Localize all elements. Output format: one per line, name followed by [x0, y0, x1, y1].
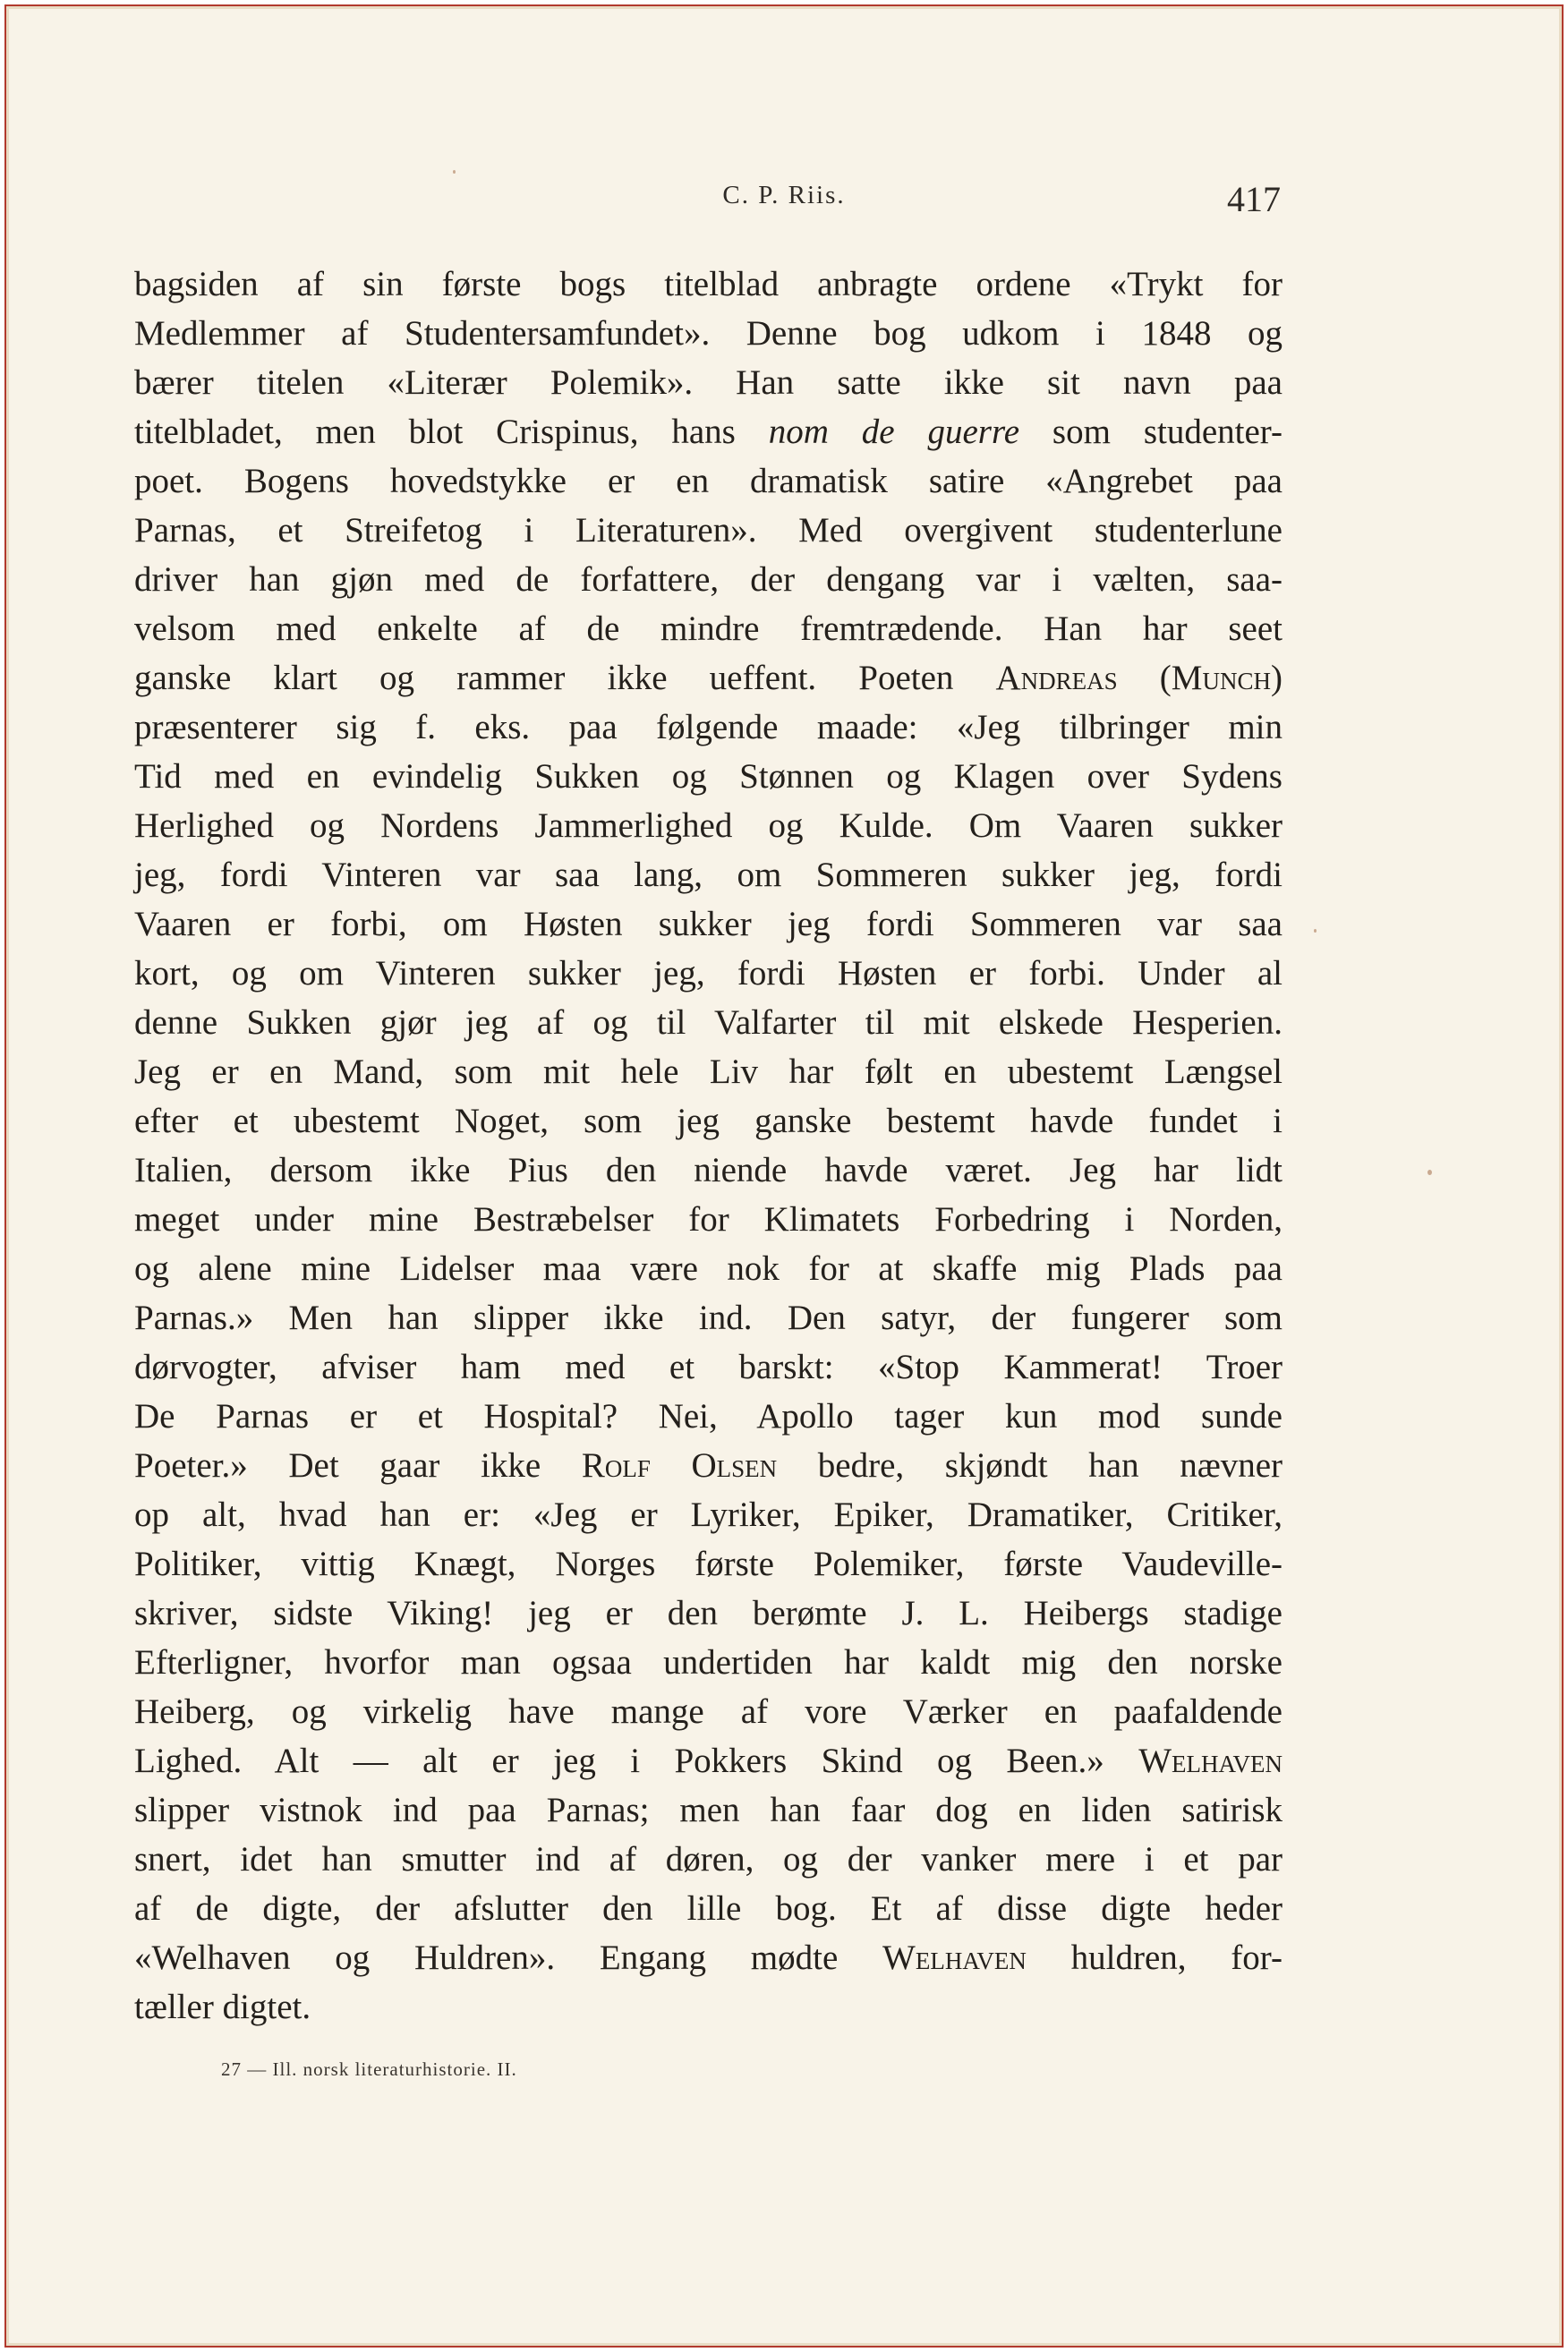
- text-line: [134, 1982, 1283, 2032]
- text-run: driver han gjøn med de forfattere, der dengang var i vælten, saa-: [134, 560, 1283, 599]
- text-line: [134, 1687, 1283, 1736]
- text-run: Lighed. Alt — alt er jeg i Pokkers Skind og Been.»: [134, 1742, 1139, 1780]
- text-run: ganske klart og rammer ikke ueffent. Poeten: [134, 659, 996, 697]
- small-caps-name: Welhaven: [1138, 1742, 1283, 1780]
- text-run: velsom med enkelte af de mindre fremtrædende. Han har seet: [134, 609, 1283, 648]
- text-run: Vaaren er forbi, om Høsten sukker jeg fordi Sommeren var saa: [134, 905, 1283, 943]
- small-caps-name: Welhaven: [882, 1939, 1027, 1977]
- italic-phrase: nom de guerre: [768, 413, 1020, 451]
- text-line: [134, 1392, 1283, 1441]
- text-line: [134, 555, 1283, 604]
- text-line: [134, 407, 1283, 456]
- text-run: bærer titelen «Literær Polemik». Han satte ikke sit navn paa: [134, 363, 1283, 402]
- small-caps-name: Rolf Olsen: [581, 1446, 778, 1485]
- text-line: [134, 1096, 1283, 1146]
- text-run: op alt, hvad han er: «Jeg er Lyriker, Epiker, Dramatiker, Critiker,: [134, 1496, 1283, 1534]
- text-run: efter et ubestemt Noget, som jeg ganske bestemt havde fundet i: [134, 1102, 1283, 1140]
- text-run: denne Sukken gjør jeg af og til Valfarter til mit elskede Hesperien.: [134, 1003, 1283, 1042]
- text-line: [134, 850, 1283, 899]
- text-run: skriver, sidste Viking! jeg er den berømte J. L. Heibergs stadige: [134, 1594, 1283, 1632]
- text-line: [134, 1047, 1283, 1096]
- text-run: poet. Bogens hovedstykke er en dramatisk satire «Angrebet paa: [134, 462, 1283, 500]
- body-text: [134, 260, 1283, 2032]
- text-line: [134, 456, 1283, 506]
- text-line: [134, 1785, 1283, 1835]
- text-run: huldren, for-: [1026, 1939, 1283, 1977]
- text-line: [134, 899, 1283, 949]
- text-run: ): [1270, 659, 1283, 697]
- text-line: [134, 1835, 1283, 1884]
- text-run: jeg, fordi Vinteren var saa lang, om Sommeren sukker jeg, fordi: [134, 856, 1283, 894]
- text-line: [134, 1441, 1283, 1490]
- text-line: [134, 1146, 1283, 1195]
- text-run: kort, og om Vinteren sukker jeg, fordi Høsten er forbi. Under al: [134, 954, 1283, 993]
- text-run: bedre, skjøndt han nævner: [777, 1446, 1283, 1485]
- small-caps-name: Andreas: [995, 659, 1118, 697]
- text-run: slipper vistnok ind paa Parnas; men han faar dog en liden satirisk: [134, 1791, 1283, 1829]
- text-run: præsenterer sig f. eks. paa følgende maade: «Jeg tilbringer min: [134, 708, 1283, 746]
- text-line: [134, 752, 1283, 801]
- text-run: meget under mine Bestræbelser for Klimatets Forbedring i Norden,: [134, 1200, 1283, 1239]
- text-line: [134, 1539, 1283, 1589]
- text-run: snert, idet han smutter ind af døren, og der vanker mere i et par: [134, 1840, 1283, 1879]
- text-line: [134, 801, 1283, 850]
- text-line: [134, 604, 1283, 653]
- paper-speck: [1427, 1170, 1432, 1175]
- text-run: bagsiden af sin første bogs titelblad anbragte ordene «Trykt for: [134, 265, 1283, 303]
- text-line: [134, 1884, 1283, 1933]
- text-line: [134, 358, 1283, 407]
- text-line: [134, 1342, 1283, 1392]
- text-line: [134, 309, 1283, 358]
- small-caps-name: Munch: [1171, 659, 1271, 697]
- text-line: [134, 506, 1283, 555]
- text-line: [134, 703, 1283, 752]
- text-run: Tid med en evindelig Sukken og Stønnen og Klagen over Sydens: [134, 757, 1283, 796]
- text-run: Medlemmer af Studentersamfundet». Denne bog udkom i 1848 og: [134, 314, 1283, 353]
- text-run: (: [1117, 659, 1172, 697]
- text-run: dørvogter, afviser ham med et barskt: «Stop Kammerat! Troer: [134, 1348, 1283, 1386]
- text-run: Herlighed og Nordens Jammerlighed og Kulde. Om Vaaren sukker: [134, 806, 1283, 845]
- text-run: Heiberg, og virkelig have mange af vore Værker en paafaldende: [134, 1692, 1283, 1731]
- text-line: [134, 1293, 1283, 1342]
- text-line: [134, 1638, 1283, 1687]
- text-line: [134, 998, 1283, 1047]
- text-run: Jeg er en Mand, som mit hele Liv har følt en ubestemt Længsel: [134, 1052, 1283, 1091]
- text-line: [134, 1933, 1283, 1982]
- paper-speck: [453, 170, 456, 174]
- text-run: Italien, dersom ikke Pius den niende havde været. Jeg har lidt: [134, 1151, 1283, 1189]
- running-head: C. P. Riis.: [722, 181, 846, 209]
- signature-mark: 27 — Ill. norsk literaturhistorie. II.: [221, 2058, 517, 2080]
- text-run: og alene mine Lidelser maa være nok for at skaffe mig Plads paa: [134, 1249, 1283, 1288]
- text-run: af de digte, der afslutter den lille bog. Et af disse digte heder: [134, 1889, 1283, 1928]
- text-run: Efterligner, hvorfor man ogsaa undertiden har kaldt mig den norske: [134, 1643, 1283, 1682]
- text-line: [134, 1195, 1283, 1244]
- text-run: «Welhaven og Huldren». Engang mødte: [134, 1939, 883, 1977]
- text-line: [134, 949, 1283, 998]
- text-run: Poeter.» Det gaar ikke: [134, 1446, 582, 1485]
- text-line: [134, 1490, 1283, 1539]
- text-run: Parnas, et Streifetog i Literaturen». Med overgivent studenterlune: [134, 511, 1283, 550]
- text-run: Politiker, vittig Knægt, Norges første Polemiker, første Vaudeville-: [134, 1545, 1283, 1583]
- text-line: [134, 260, 1283, 309]
- text-line: [134, 1244, 1283, 1293]
- text-run: tæller digtet.: [134, 1988, 311, 2026]
- page-number: 417: [1227, 179, 1281, 219]
- book-page: [6, 6, 1562, 2346]
- text-run: Parnas.» Men han slipper ikke ind. Den satyr, der fungerer som: [134, 1299, 1283, 1337]
- text-run: De Parnas er et Hospital? Nei, Apollo tager kun mod sunde: [134, 1397, 1283, 1436]
- text-line: [134, 1736, 1283, 1785]
- text-run: som studenter-: [1019, 413, 1283, 451]
- text-line: [134, 1589, 1283, 1638]
- text-run: titelbladet, men blot Crispinus, hans: [134, 413, 769, 451]
- text-line: [134, 653, 1283, 703]
- paper-speck: [1314, 929, 1317, 933]
